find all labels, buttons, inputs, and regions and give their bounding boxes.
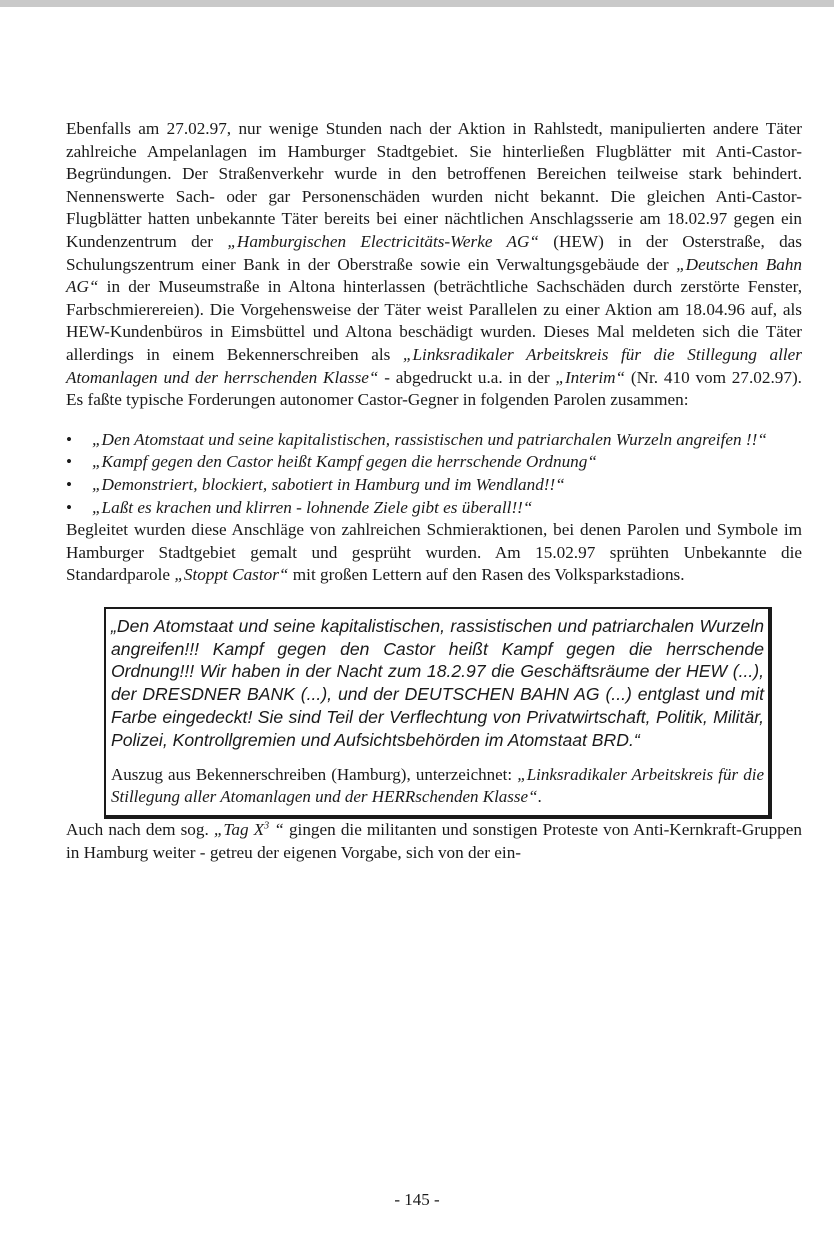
top-scan-edge — [0, 0, 834, 7]
footnote-marker: 3 — [264, 820, 270, 832]
text-run: Begleitet wurden diese Anschläge von zahlreichen Schmieraktionen, bei denen Parolen und Symbole im Hamburger Stadtgebiet gemalt und gesprüht wurden. Am 15.02.97 sprühten Unbekannte die Standardparole — [66, 520, 802, 585]
italic-slogan: „Stoppt Castor“ — [174, 565, 289, 585]
quote-source — [111, 764, 764, 810]
document-page — [66, 118, 802, 864]
italic-tag-x — [214, 820, 284, 839]
source-prefix: Auszug aus Bekennerschreiben (Hamburg), unterzeichnet: — [111, 764, 518, 784]
tag-x-text: „Tag X — [213, 820, 265, 840]
quote-text: „Den Atomstaat und seine kapitalistischen, rassistischen und patriarchalen Wurzeln angreifen!!! Kampf gegen den Castor heißt Kampf gegen die herrschende Ordnung!!! Wir haben in der Nacht zum 18.2.97 die Geschäftsräume der HEW (...), der DRESDNER BANK (...), und der DEUTSCHEN BAHN AG (...) entglast und mit Farbe eingedeckt! Sie sind Teil der Verflechtung von Privatwirtschaft, Politik, Militär, Polizei, Kontrollgremien und Aufsichtsbehörden im Atomstaat BRD.“ — [111, 615, 764, 750]
bullet-icon: • — [66, 429, 73, 449]
text-run: gingen die militanten und sonstigen Proteste von Anti-Kernkraft-Gruppen in Hamburg weiter - getreu der eigenen Vorgabe, sich von der ein- — [66, 820, 802, 862]
text-run: - abgedruckt u.a. in der — [378, 367, 556, 387]
tag-x-close: “ — [269, 820, 284, 840]
text-run: (Nr. 410 vom 27.02.97). Es faßte typische Forderungen autonomer Castor-Gegner in folgenden Parolen zusammen: — [66, 367, 802, 410]
text-run: (HEW) in der Osterstraße, das Schulungszentrum einer Bank in der Oberstraße sowie ein Verwaltungsgebäude der — [66, 231, 802, 274]
italic-name-hew: „Hamburgischen Electricitäts-Werke AG“ — [227, 231, 539, 251]
bullet-icon: • — [66, 474, 73, 494]
text-run: Ebenfalls am 27.02.97, nur wenige Stunden nach der Aktion in Rahlstedt, manipulierten andere Täter zahlreiche Ampelanlagen im Hamburger Stadtgebiet. Sie hinterließen Flugblätter mit Anti-Castor-Begründungen. Der Straßenverkehr wurde in den betroffenen Bereichen teilweise stark behindert. Nennenswerte Sach- oder gar Personenschäden wurden nicht bekannt. Die gleichen Anti-Castor-Flugblätter hatten unbekannte Täter bereits bei einer nächtlichen Anschlagsserie am 18.02.97 gegen ein Kundenzentrum der — [66, 119, 802, 251]
slogan-list — [66, 429, 802, 519]
slogan-item — [66, 497, 802, 520]
paragraph-2 — [66, 519, 802, 587]
slogan-text: „Demonstriert, blockiert, sabotiert in Hamburg und im Wendland!!“ — [92, 474, 565, 494]
quote-box — [104, 607, 772, 819]
text-run: mit großen Lettern auf den Rasen des Volksparkstadions. — [288, 565, 685, 585]
source-suffix: . — [537, 787, 542, 807]
page-number: - 145 - — [394, 1190, 440, 1209]
paragraph-1 — [66, 118, 802, 412]
paragraph-3 — [66, 819, 802, 864]
bullet-icon: • — [66, 497, 73, 517]
slogan-item — [66, 474, 802, 497]
slogan-item — [66, 429, 802, 452]
source-name: „Linksradikaler Arbeitskreis für die Stillegung aller Atomanlagen und der HERRschenden Klasse“ — [111, 764, 765, 807]
italic-group-name: „Linksradikaler Arbeitskreis für die Stillegung aller Atomanlagen und der herrschenden Klasse“ — [66, 344, 802, 387]
bullet-icon: • — [66, 452, 73, 472]
text-run: Auch nach dem sog. — [66, 820, 214, 840]
slogan-text: „Laßt es krachen und klirren - lohnende Ziele gibt es überall!!“ — [92, 497, 533, 517]
slogan-text: „Kampf gegen den Castor heißt Kampf gegen die herrschende Ordnung“ — [92, 452, 597, 472]
text-run: in der Museumstraße in Altona hinterlassen (beträchtliche Sachschäden durch zerstörte Fenster, Farbschmierereien). Die Vorgehensweise der Täter weist Parallelen zu einer Aktion am 18.04.96 auf, als HEW-Kundenbüros in Eimsbüttel und Altona beschädigt wurden. Dieses Mal meldeten sich die Täter allerdings in einem Bekennerschreiben als — [66, 277, 802, 364]
slogan-item — [66, 451, 802, 474]
slogan-text: „Den Atomstaat und seine kapitalistischen, rassistischen und patriarchalen Wurzeln angreifen !!“ — [92, 429, 767, 449]
italic-name-db: „Deutschen Bahn AG“ — [66, 254, 803, 297]
italic-publication-name: „Interim“ — [555, 367, 626, 387]
